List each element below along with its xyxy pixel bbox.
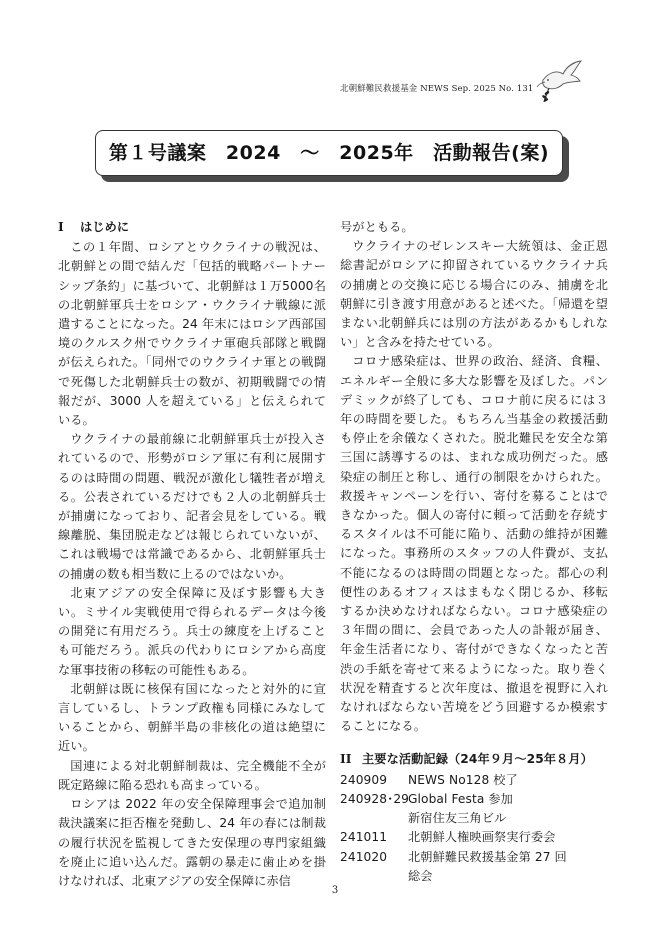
record-text: NEWS No128 校了 — [408, 772, 518, 787]
paragraph: 北朝鮮は既に核保有国になったと対外的に宣言しているし、トランプ政権も同様にみなしていることから、朝鮮半島の非核化の道は絶望に近い。 — [58, 681, 326, 754]
activity-record — [340, 790, 608, 828]
section-2-number: II — [340, 752, 352, 767]
paragraph: 北東アジアの安全保障に及ぼす影響も大きい。ミサイル実戦使用で得られるデータは今後の開発に有用だろう。兵士の練度を上げることも可能だろう。派兵の代わりにロシアから高度な軍事技術の移転の可能性もある。 — [58, 585, 326, 677]
activity-record — [340, 828, 608, 847]
right-column — [340, 218, 608, 886]
record-date: 240928･29 — [340, 791, 410, 806]
record-text: Global Festa 参加 — [408, 791, 513, 806]
paragraph: ウクライナの最前線に北朝鮮軍兵士が投入されているので、形勢がロシア軍に有利に展開するのは時間の問題、戦況が激化し犠牲者が増える。公表されているだけでも２人の北朝鮮兵士が捕虜になっており、記者会見をしている。戦線離脱、集団脱走などは報じられていないが、これは戦場では常識であるから、北朝鮮軍兵士の捕虜の数も相当数に上るのではないか。 — [58, 432, 326, 581]
activity-record — [340, 771, 608, 790]
record-text: 新宿住友三角ビル — [408, 811, 507, 826]
record-text: 北朝鮮難民救援基金第 27 回 — [408, 849, 567, 864]
page-number: 3 — [331, 885, 339, 896]
report-title-box — [95, 130, 563, 176]
record-text: 北朝鮮人権映画祭実行委会 — [408, 830, 556, 845]
section-1-heading — [58, 218, 326, 237]
section-1-title: はじめに — [80, 220, 130, 234]
section-2-heading — [340, 750, 608, 769]
paragraph: ロシアは 2022 年の安全保障理事会で追加制裁決議案に拒否権を発動し、24 年の春には制裁の履行状況を監視してきた安保理の専門家組織を廃止に追い込んだ。露朝の暴走に歯止めを掛けなければ、北東アジアの安全保障に赤信 — [58, 797, 326, 888]
activity-record — [340, 848, 608, 886]
dove-logo-icon — [535, 58, 585, 106]
record-date: 241020 — [340, 849, 388, 864]
paragraph: この１年間、ロシアとウクライナの戦況は、北朝鮮との間で結んだ「包括的戦略パートナーシップ条約」に基づいて、北朝鮮は１万5000名の北朝鮮軍兵士をロシア・ウクライナ戦線に派遣することになった。24 年末にはロシア西部国境のクルスク州でウクライナ軍砲兵部隊と戦闘が伝えられた。「同州でのウクライナ軍との戦闘で死傷した北朝鮮兵士の数が、初期戦闘での情報だが、3000 人を超えている」と伝えられている。 — [58, 240, 326, 428]
newsletter-header: 北朝鮮難民救援基金 NEWS Sep. 2025 No. 131 — [340, 84, 534, 94]
section-1-number: I — [58, 220, 64, 234]
report-title: 第１号議案 2024 ～ 2025年 活動報告(案) — [108, 142, 550, 164]
record-text: 総会 — [408, 868, 433, 883]
paragraph: コロナ感染症は、世界の政治、経済、食糧、エネルギー全般に多大な影響を及ぼした。パンデミックが終了しても、コロナ前に戻るには３年の時間を要した。もちろん当基金の救援活動も停止を余儀なくされた。脱北難民を安全な第三国に誘導するのは、まれな成功例だった。感染症の制圧と称し、通行の制限をかけられた。救援キャンペーンを行い、寄付を募ることはできなかった。個人の寄付に頼って活動を存続するスタイルは不可能に陥り、活動の維持が困難になった。事務所のスタッフの人件費が、支払不能になるのは時間の問題となった。都心の利便性のあるオフィスはまもなく閉じるか、移転するか決めなければならない。コロナ感染症の３年間の間に、会員であった人の訃報が届き、年金生活者になり、寄付ができなくなったと苦渋の手紙を寄せて来るようになった。取り巻く状況を精査すると次年度は、撤退を視野に入れなければならない苦境をどう回避するか模索することになる。 — [340, 354, 608, 734]
paragraph: ウクライナのゼレンスキー大統領は、金正恩総書記がロシアに抑留されているウクライナ兵の捕虜との交換に応じる場合にのみ、捕虜を北朝鮮に引き渡す用意があると述べた。「帰還を望まない北朝鮮兵には別の方法があるかもしれない」と含みを持たせている。 — [340, 239, 608, 350]
record-date: 241011 — [340, 830, 388, 845]
record-date: 240909 — [340, 772, 388, 787]
left-column — [58, 218, 326, 891]
section-2-title: 主要な活動記録（24年９月～25年８月） — [362, 752, 593, 767]
paragraph: 国連による対北朝鮮制裁は、完全機能不全が既定路線に陥る恐れも高まっている。 — [58, 758, 326, 792]
paragraph-continued: 号がともる。 — [340, 220, 414, 234]
